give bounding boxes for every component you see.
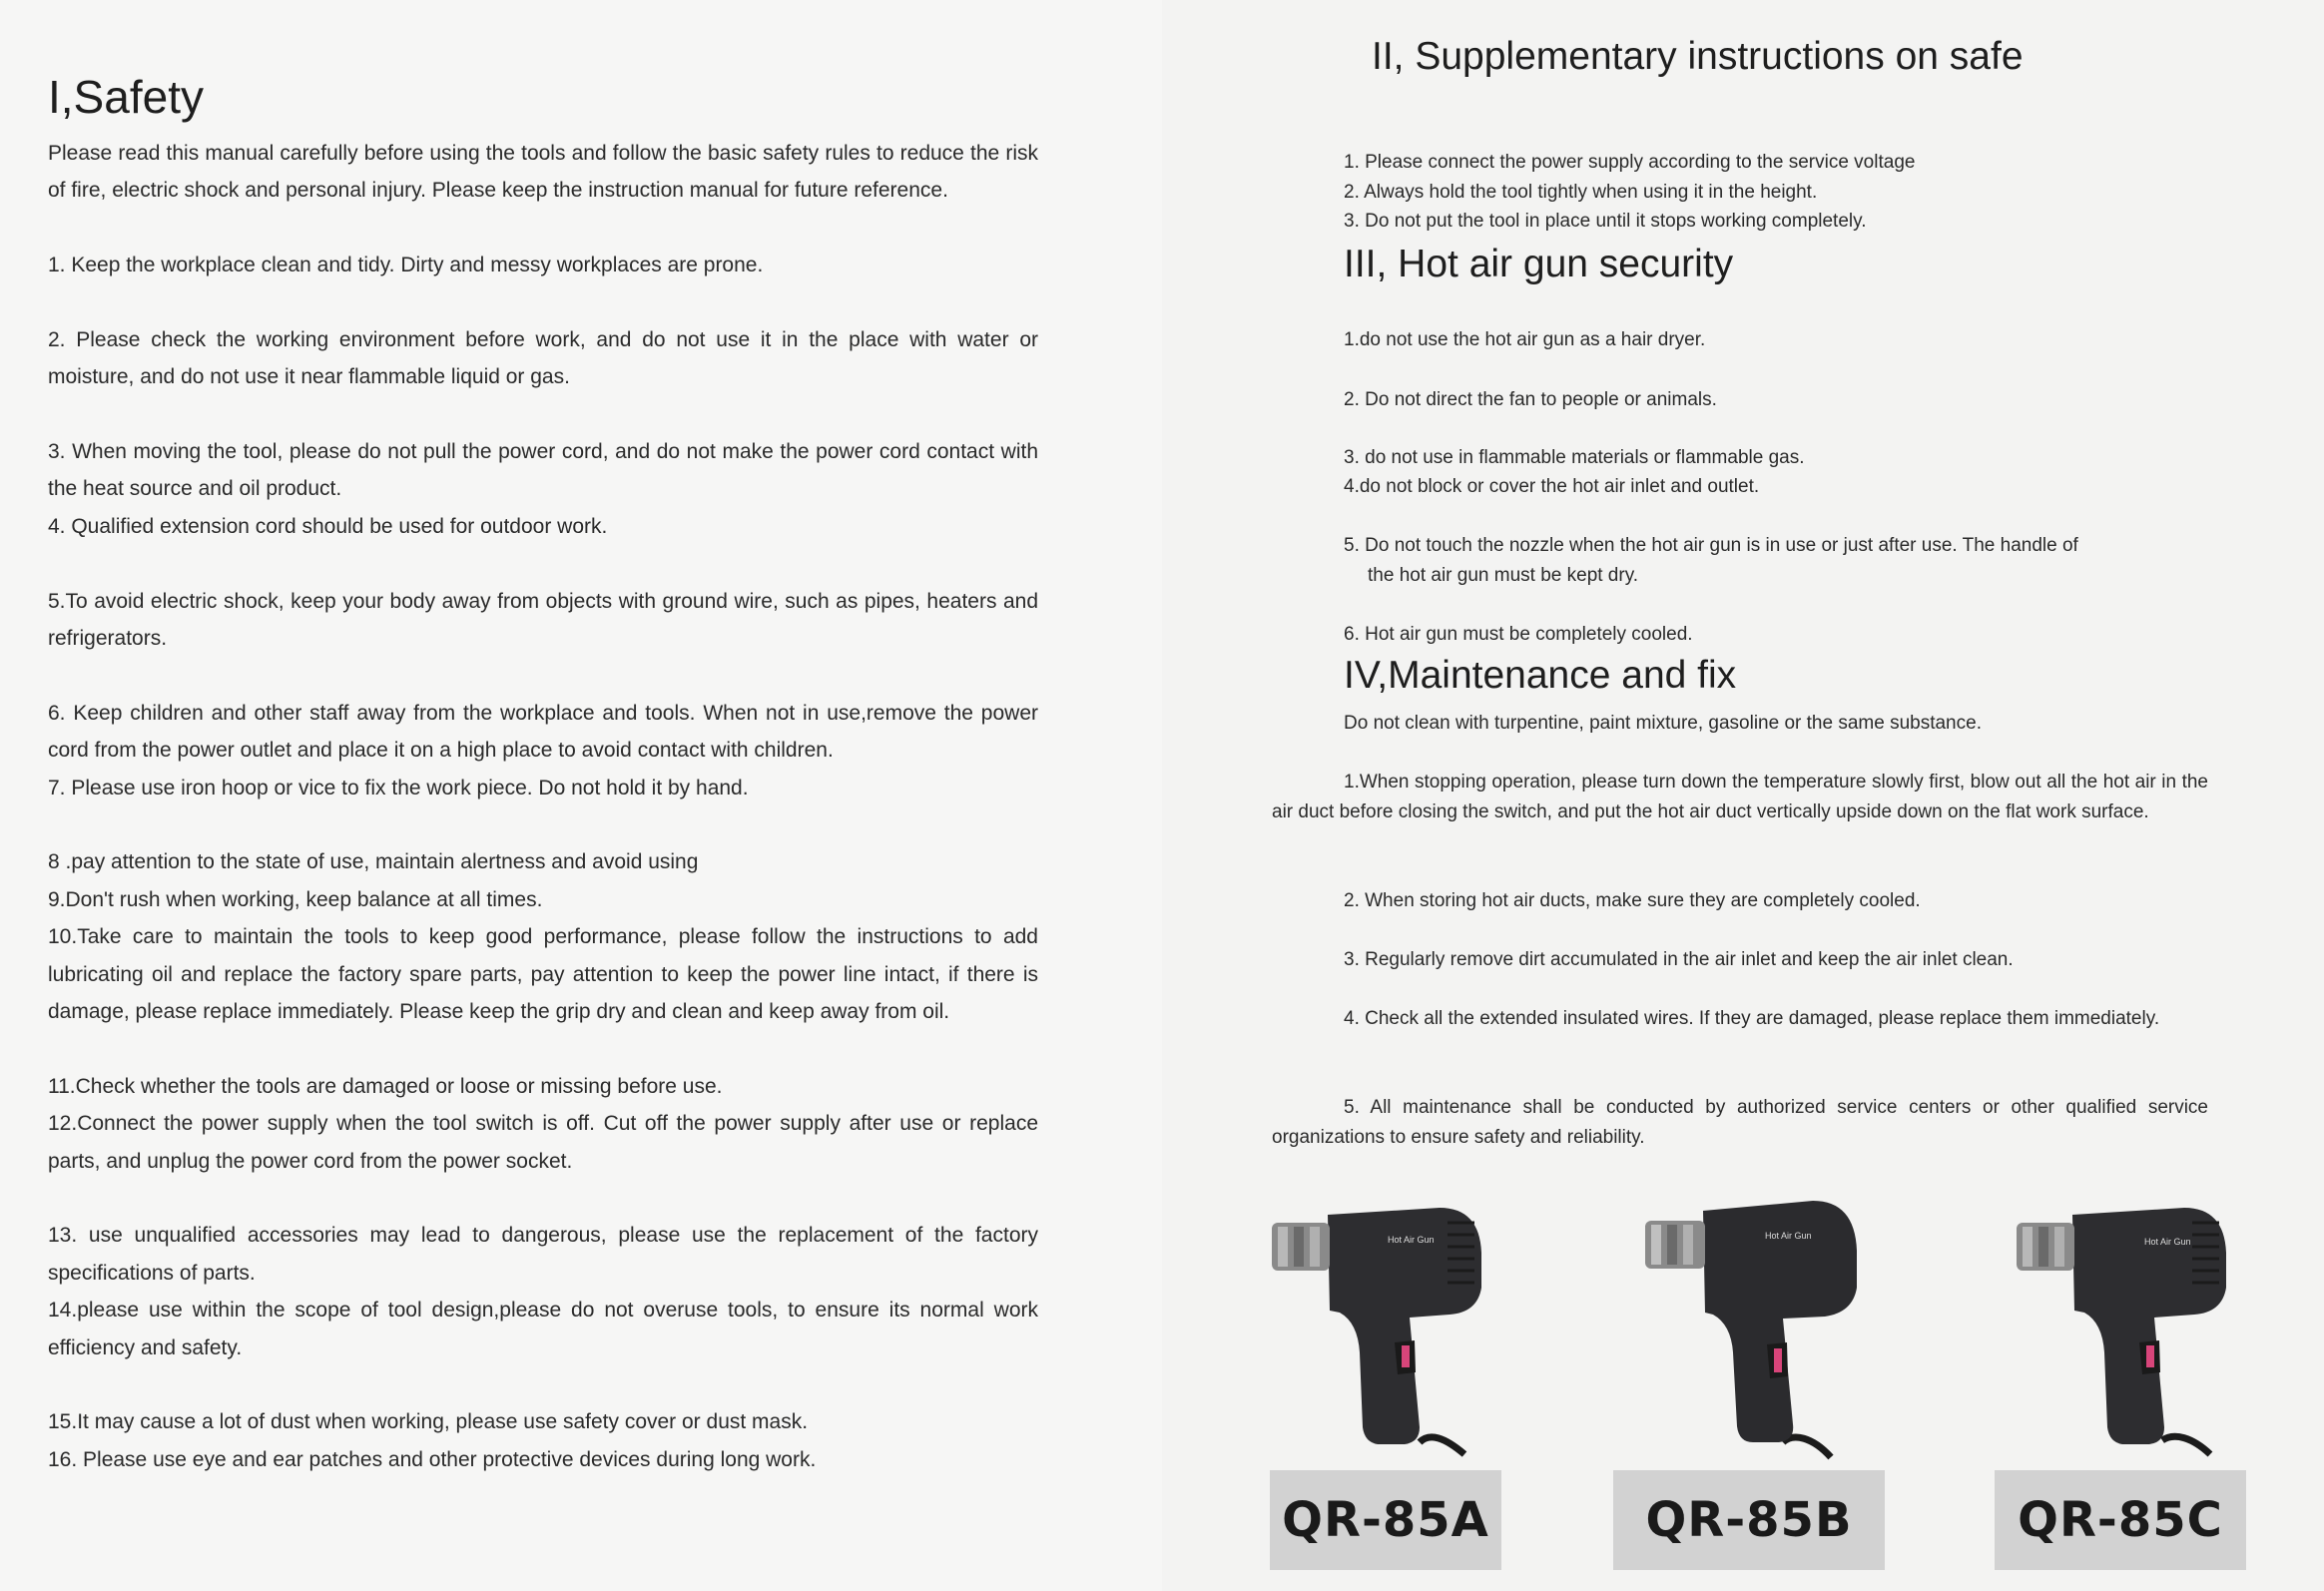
- supplementary-item: 3. Do not put the tool in place until it stops working completely.: [1344, 211, 1867, 232]
- hot-air-gun-image: [1643, 1193, 1863, 1462]
- security-item: 4.do not block or cover the hot air inlet and outlet.: [1344, 476, 1760, 497]
- hot-air-gun-image: [2015, 1193, 2234, 1462]
- safety-list: [48, 247, 1038, 1478]
- safety-item: 6. Keep children and other staff away from the workplace and tools. When not in use,remove the power cord from the power outlet and place it on a high place to avoid contact with children.: [48, 701, 1038, 763]
- model-plate: [1995, 1470, 2246, 1570]
- maintenance-intro: Do not clean with turpentine, paint mixture, gasoline or the same substance.: [1344, 713, 1982, 734]
- safety-item: 5.To avoid electric shock, keep your body away from objects with ground wire, such as pipes, heaters and refrigerators.: [48, 589, 1038, 651]
- supplementary-item: 1. Please connect the power supply according to the service voltage: [1344, 152, 1916, 173]
- security-item: 3. do not use in flammable materials or flammable gas.: [1344, 447, 1805, 468]
- maintenance-item: 2. When storing hot air ducts, make sure they are completely cooled.: [1344, 890, 1921, 911]
- safety-item: 2. Please check the working environment before work, and do not use it in the place with water or moisture, and do not use it near flammable liquid or gas.: [48, 327, 1038, 389]
- safety-item: 4. Qualified extension cord should be used for outdoor work.: [48, 514, 608, 538]
- security-item: 5. Do not touch the nozzle when the hot air gun is in use or just after use. The handle of: [1344, 535, 2078, 556]
- product-qr-85a: [1270, 1193, 1489, 1572]
- security-item: 6. Hot air gun must be completely cooled.: [1344, 624, 1693, 645]
- security-item-continued: the hot air gun must be kept dry.: [1368, 565, 1639, 586]
- safety-item: 15.It may cause a lot of dust when working, please use safety cover or dust mask.: [48, 1410, 809, 1434]
- product-qr-85b: [1643, 1193, 1863, 1572]
- model-name: QR-85A: [1282, 1492, 1489, 1548]
- safety-item: 9.Don't rush when working, keep balance at all times.: [48, 887, 543, 911]
- brand-label: Hot Air Gun: [2144, 1237, 2191, 1247]
- product-lineup: [1260, 1193, 2294, 1572]
- model-plate: [1613, 1470, 1885, 1570]
- maintenance-item: 3. Regularly remove dirt accumulated in the air inlet and keep the air inlet clean.: [1344, 949, 2014, 970]
- safety-item: 11.Check whether the tools are damaged or loose or missing before use.: [48, 1074, 723, 1098]
- safety-item: 7. Please use iron hoop or vice to fix the work piece. Do not hold it by hand.: [48, 776, 749, 799]
- model-plate: [1270, 1470, 1501, 1570]
- supplementary-item: 2. Always hold the tool tightly when using it in the height.: [1344, 182, 1818, 203]
- hot-air-gun-security-title: III, Hot air gun security: [1344, 243, 1734, 285]
- safety-item: 12.Connect the power supply when the tool switch is off. Cut off the power supply after use or replace parts, and unplug the power cord from the power socket.: [48, 1112, 1038, 1173]
- maintenance-item: 4. Check all the extended insulated wires. If they are damaged, please replace them immediately.: [1344, 1008, 2160, 1029]
- maintenance-item: 5. All maintenance shall be conducted by authorized service centers or other qualified service organizations to ensure safety and reliability.: [1272, 1097, 2208, 1148]
- supplementary-title: II, Supplementary instructions on safe: [1372, 35, 2024, 78]
- maintenance-title: IV,Maintenance and fix: [1344, 654, 1737, 697]
- model-name: QR-85C: [2018, 1492, 2223, 1548]
- safety-item: 1. Keep the workplace clean and tidy. Dirty and messy workplaces are prone.: [48, 254, 764, 276]
- safety-item: 14.please use within the scope of tool design,please do not overuse tools, to ensure its normal work efficiency and safety.: [48, 1299, 1038, 1359]
- safety-title: I,Safety: [48, 71, 204, 123]
- maintenance-item: 1.When stopping operation, please turn down the temperature slowly first, blow out all the hot air in the air duct before closing the switch, and put the hot air duct vertically upside down on the flat work surface.: [1272, 772, 2208, 822]
- safety-item: 13. use unqualified accessories may lead to dangerous, please use the replacement of the factory specifications of parts.: [48, 1224, 1038, 1285]
- safety-item: 8 .pay attention to the state of use, maintain alertness and avoid using: [48, 850, 699, 874]
- safety-intro: Please read this manual carefully before using the tools and follow the basic safety rules to reduce the risk of fire, electric shock and personal injury. Please keep the instruction manual for future reference.: [48, 142, 1038, 203]
- safety-item: 16. Please use eye and ear patches and other protective devices during long work.: [48, 1447, 817, 1471]
- product-qr-85c: [2015, 1193, 2234, 1572]
- brand-label: Hot Air Gun: [1765, 1231, 1812, 1241]
- security-item: 1.do not use the hot air gun as a hair dryer.: [1344, 329, 1706, 350]
- safety-item: 3. When moving the tool, please do not pull the power cord, and do not make the power cord contact with the heat source and oil product.: [48, 440, 1038, 501]
- hot-air-gun-image: [1270, 1193, 1489, 1462]
- brand-label: Hot Air Gun: [1388, 1235, 1435, 1245]
- safety-item: 10.Take care to maintain the tools to keep good performance, please follow the instructions to add lubricating oil and replace the factory spare parts, pay attention to keep the power line intact, if there is damage, please replace immediately. Please keep the grip dry and clean and keep away from oil.: [48, 925, 1038, 1024]
- model-name: QR-85B: [1645, 1492, 1853, 1548]
- security-item: 2. Do not direct the fan to people or animals.: [1344, 389, 1717, 410]
